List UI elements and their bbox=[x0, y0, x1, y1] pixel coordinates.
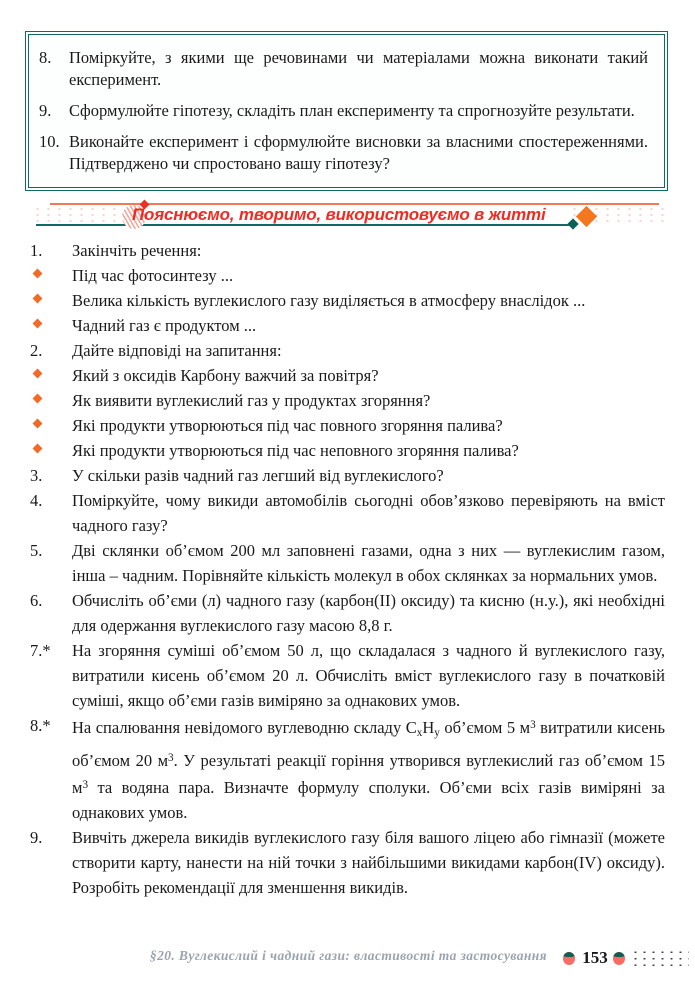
boxed-list-item bbox=[39, 100, 648, 122]
exercise-item bbox=[28, 363, 665, 388]
exercise-text: Закінчіть речення: bbox=[72, 241, 202, 260]
boxed-item-number: 9. bbox=[39, 101, 52, 120]
page-number: 153 bbox=[582, 948, 608, 967]
exercise-text: Як виявити вуглекислий газ у продуктах згоряння? bbox=[72, 391, 431, 410]
boxed-item-number: 10. bbox=[39, 132, 60, 151]
exercise-text: Обчисліть об’єми (л) чадного газу (карбон(II) оксиду) та кисню (н.у.), які необхідні для одержання вуглекислого газу масою 8,8 г. bbox=[72, 591, 665, 635]
page-footer bbox=[0, 944, 695, 974]
exercise-text: Дві склянки об’ємом 200 мл заповнені газами, одна з них — вуглекислим газом, інша – чадним. Порівняйте кількість молекул в обох склянках за нормальних умов. bbox=[72, 541, 665, 585]
footer-dot-right-icon bbox=[613, 952, 625, 965]
exercise-number: 4. bbox=[30, 491, 43, 510]
footer-dot-left-icon bbox=[563, 952, 575, 965]
exercise-item bbox=[28, 238, 665, 263]
exercise-number: 1. bbox=[30, 241, 43, 260]
boxed-item-text: Поміркуйте, з якими ще речовинами чи матеріалами можна виконати такий експеримент. bbox=[69, 48, 648, 89]
dot-pattern-left-icon bbox=[32, 206, 124, 223]
bullet-diamond-icon bbox=[28, 438, 72, 463]
exercise-item bbox=[28, 588, 665, 638]
boxed-list-item bbox=[39, 131, 648, 175]
exercise-text: На згоряння суміші об’ємом 50 л, що складалася з чадного й вуглекислого газу, витратили кисень об’ємом 20 л. Обчисліть вміст вуглекислого газу в початковій суміші, якщо об’єми газів виміряно за однакових умов. bbox=[72, 641, 665, 710]
footer-dot-pattern-icon bbox=[631, 949, 689, 969]
boxed-item-text: Сформулюйте гіпотезу, складіть план експерименту та спрогнозуйте результати. bbox=[69, 101, 635, 120]
exercise-number: 5. bbox=[30, 541, 43, 560]
exercise-item bbox=[28, 288, 665, 313]
exercise-item bbox=[28, 713, 665, 825]
exercise-text: Дайте відповіді на запитання: bbox=[72, 341, 282, 360]
exercise-number: 8.* bbox=[30, 716, 51, 735]
exercise-number: 6. bbox=[30, 591, 43, 610]
exercise-item bbox=[28, 538, 665, 588]
exercise-text: Під час фотосинтезу ... bbox=[72, 266, 234, 285]
exercise-text: Який з оксидів Карбону важчий за повітря? bbox=[72, 366, 379, 385]
exercise-number: 2. bbox=[30, 341, 43, 360]
exercise-item bbox=[28, 438, 665, 463]
exercise-text: Велика кількість вуглекислого газу виділяється в атмосферу внаслідок ... bbox=[72, 291, 586, 310]
bullet-diamond-icon bbox=[28, 263, 72, 288]
boxed-item-text: Виконайте експеримент і сформулюйте висновки за власними спостереженнями. Підтверджено чи спростовано вашу гіпотезу? bbox=[69, 132, 648, 173]
exercise-item bbox=[28, 638, 665, 713]
bullet-diamond-icon bbox=[28, 388, 72, 413]
exercise-item bbox=[28, 413, 665, 438]
footer-section-title: §20. Вуглекислий і чадний гази: властивості та застосування bbox=[149, 948, 547, 963]
exercise-text: Які продукти утворюються під час повного згоряння палива? bbox=[72, 416, 503, 435]
exercise-item bbox=[28, 388, 665, 413]
boxed-list-item bbox=[39, 47, 648, 91]
exercise-text: Вивчіть джерела викидів вуглекислого газу біля вашого ліцею або гімназії (можете створити карту, нанести на ній точки з найбільшими викидами карбон(IV) оксиду). Розробіть рекомендації для зменшення викидів. bbox=[72, 827, 665, 897]
bullet-diamond-icon bbox=[28, 363, 72, 388]
exercise-text: Поміркуйте, чому викиди автомобілів сьогодні обов’язково перевіряють на вміст чадного газу? bbox=[72, 491, 665, 535]
exercise-item bbox=[28, 338, 665, 363]
bullet-diamond-icon bbox=[28, 413, 72, 438]
boxed-item-number: 8. bbox=[39, 48, 52, 67]
exercise-number: 9. bbox=[30, 827, 43, 847]
exercise-item bbox=[28, 263, 665, 288]
bullet-diamond-icon bbox=[28, 288, 72, 313]
exercise-text: На спалювання невідомого вуглеводню складу $C_xH_y$ об’ємом 5 $м^3$ витратили кисень об’ємом 20 $м^3$. У результаті реакції горіння утворився вуглекислий газ об’ємом 15 $м^3$ та водяна пара. Визначте формулу сполуки. Об’єми всіх газів виміряні за однакових умов. bbox=[72, 718, 665, 822]
exercise-item bbox=[28, 313, 665, 338]
exercise-item bbox=[28, 488, 665, 538]
exercise-item bbox=[28, 463, 665, 488]
exercise-text: У скільки разів чадний газ легший від вуглекислого? bbox=[72, 466, 444, 485]
exercise-item bbox=[28, 825, 665, 900]
exercise-number: 7.* bbox=[30, 641, 51, 660]
exercise-text: Чадний газ є продуктом ... bbox=[72, 316, 257, 335]
exercise-text: Які продукти утворюються під час неповного згоряння палива? bbox=[72, 441, 519, 460]
boxed-exercise-block bbox=[28, 34, 665, 188]
exercise-list bbox=[28, 238, 665, 900]
section-banner-title: Пояснюємо, творимо, використовуємо в житті bbox=[132, 205, 546, 224]
bullet-diamond-icon bbox=[28, 313, 72, 338]
section-banner bbox=[28, 199, 665, 231]
exercise-number: 3. bbox=[30, 466, 43, 485]
